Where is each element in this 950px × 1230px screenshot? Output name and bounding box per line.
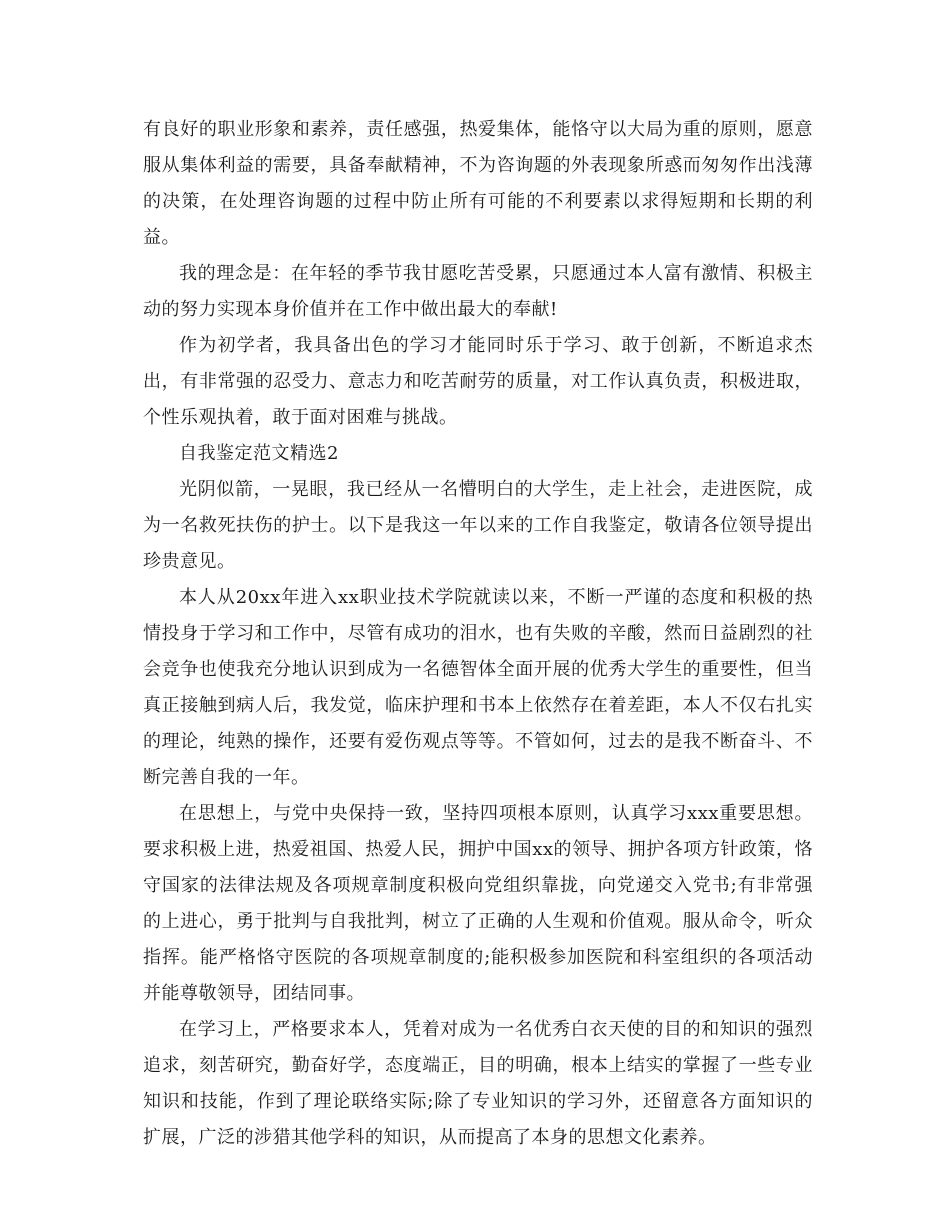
paragraph-philosophy: 我的理念是：在年轻的季节我甘愿吃苦受累，只愿通过本人富有激情、积极主动的努力实现本身价值并在工作中做出最大的奉献! (143, 263, 813, 320)
paragraph-study-history: 本人从20xx年进入xx职业技术学院就读以来，不断一严谨的态度和积极的热情投身于学习和工作中，尽管有成功的泪水，也有失败的辛酸，然而日益剧烈的社会竞争也使我充分地认识到成为一名德智体全面开展的优秀大学生的重要性，但当真正接触到病人后，我发觉，临床护理和书本上依然存在着差距，本人不仅右扎实的理论，纯熟的操作，还要有爱伤观点等等。不管如何，过去的是我不断奋斗、不断完善自我的一年。 (143, 587, 813, 788)
paragraph-continuation: 有良好的职业形象和素养，责任感强，热爱集体，能恪守以大局为重的原则，愿意服从集体利益的需要，具备奉献精神，不为咨询题的外表现象所惑而匆匆作出浅薄的决策，在处理咨询题的过程中防止所有可能的不利要素以求得短期和长期的利益。 (143, 119, 813, 248)
document-body (143, 112, 813, 1156)
paragraph-ideology: 在思想上，与党中央保持一致，坚持四项根本原则，认真学习xxx重要思想。要求积极上进，热爱祖国、热爱人民，拥护中国xx的领导、拥护各项方针政策，恪守国家的法律法规及各项规章制度积极向党组织靠拢，向党递交入党书;有非常强的上进心，勇于批判与自我批判，树立了正确的人生观和价值观。服从命令，听众指挥。能严格恪守医院的各项规章制度的;能积极参加医院和科室组织的各项活动并能尊敬领导，团结同事。 (143, 803, 813, 1004)
paragraph-intro: 光阴似箭，一晃眼，我已经从一名懵明白的大学生，走上社会，走进医院，成为一名救死扶伤的护士。以下是我这一年以来的工作自我鉴定，敬请各位领导提出珍贵意见。 (143, 479, 813, 572)
paragraph-learning: 在学习上，严格要求本人，凭着对成为一名优秀白衣天使的目的和知识的强烈追求，刻苦研究，勤奋好学，态度端正，目的明确，根本上结实的掌握了一些专业知识和技能，作到了理论联络实际;除了专业知识的学习外，还留意各方面知识的扩展，广泛的涉猎其他学科的知识，从而提高了本身的思想文化素养。 (143, 1019, 813, 1148)
section-heading: 自我鉴定范文精选2 (179, 443, 339, 464)
paragraph-learner: 作为初学者，我具备出色的学习才能同时乐于学习、敢于创新，不断追求杰出，有非常强的忍受力、意志力和吃苦耐劳的质量，对工作认真负责，积极进取，个性乐观执着，敢于面对困难与挑战。 (143, 335, 813, 428)
